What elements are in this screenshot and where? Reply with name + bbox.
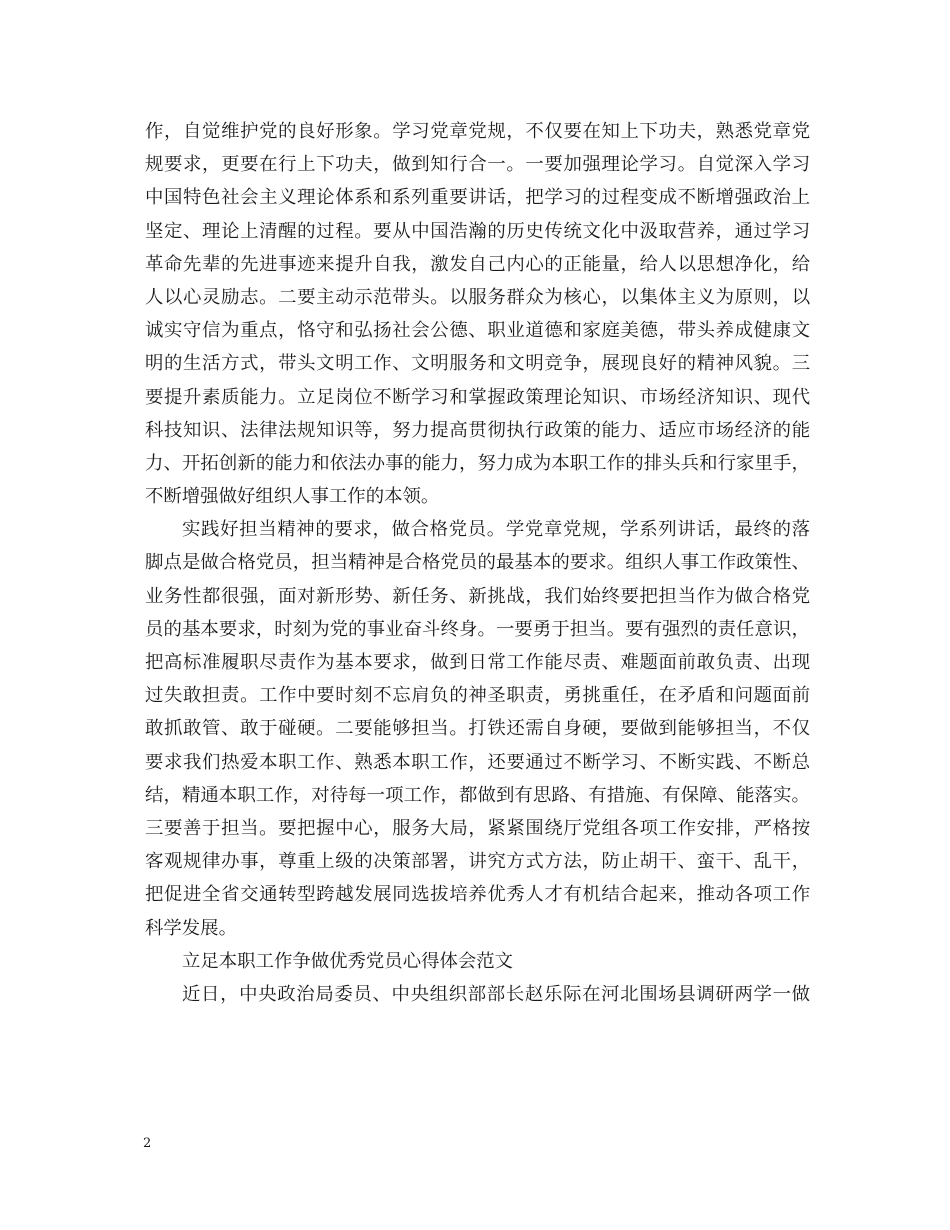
text-line: 客观规律办事，尊重上级的决策部署，讲究方式方法，防止胡干、蛮干、乱干， — [145, 851, 811, 873]
text-line: 不断增强做好组织人事工作的本领。 — [145, 486, 440, 508]
document-body — [145, 116, 810, 1012]
text-line: 要求我们热爱本职工作、熟悉本职工作，还要通过不断学习、不断实践、不断总 — [145, 751, 811, 773]
text-line: 三要善于担当。要把握中心，服务大局，紧紧围绕厅党组各项工作安排，严格按 — [145, 817, 811, 839]
text-line: 规要求，更要在行上下功夫，做到知行合一。一要加强理论学习。自觉深入学习 — [145, 154, 811, 176]
text-line: 脚点是做合格党员，担当精神是合格党员的最基本的要求。组织人事工作政策性、 — [145, 552, 810, 574]
text-line: 力、开拓创新的能力和依法办事的能力，努力成为本职工作的排头兵和行家里手， — [145, 452, 810, 474]
text-line: 员的基本要求，时刻为党的事业奋斗终身。一要勇于担当。要有强烈的责任意识， — [145, 618, 810, 640]
text-line: 诚实守信为重点，恪守和弘扬社会公德、职业道德和家庭美德，带头养成健康文 — [145, 320, 811, 342]
text-line: 实践好担当精神的要求，做合格党员。学党章党规，学系列讲话，最终的落 — [182, 519, 811, 541]
text-line: 结，精通本职工作，对待每一项工作，都做到有思路、有措施、有保障、能落实。 — [145, 784, 810, 806]
text-line: 近日，中央政治局委员、中央组织部部长赵乐际在河北围场县调研两学一做 — [182, 983, 811, 1005]
text-line: 作，自觉维护党的良好形象。学习党章党规，不仅要在知上下功夫，熟悉党章党 — [145, 121, 811, 142]
text-line: 科技知识、法律法规知识等，努力提高贯彻执行政策的能力、适应市场经济的能 — [145, 419, 811, 441]
text-line: 过失敢担责。工作中要时刻不忘肩负的神圣职责，勇挑重任，在矛盾和问题面前 — [145, 685, 811, 707]
page-number: 2 — [143, 1136, 152, 1151]
text-line: 敢抓敢管、敢于碰硬。二要能够担当。打铁还需自身硬，要做到能够担当，不仅 — [145, 718, 811, 740]
text-line: 立足本职工作争做优秀党员心得体会范文 — [182, 950, 514, 972]
text-line: 把促进全省交通转型跨越发展同选拔培养优秀人才有机结合起来，推动各项工作 — [145, 884, 811, 906]
text-line: 坚定、理论上清醒的过程。要从中国浩瀚的历史传统文化中汲取营养，通过学习 — [145, 220, 811, 242]
text-line: 科学发展。 — [145, 917, 237, 939]
text-line: 业务性都很强，面对新形势、新任务、新挑战，我们始终要把担当作为做合格党 — [145, 585, 811, 607]
text-line: 要提升素质能力。立足岗位不断学习和掌握政策理论知识、市场经济知识、现代 — [145, 386, 811, 408]
text-line: 明的生活方式，带头文明工作、文明服务和文明竞争，展现良好的精神风貌。三 — [145, 353, 811, 375]
text-line: 中国特色社会主义理论体系和系列重要讲话，把学习的过程变成不断增强政治上 — [145, 187, 811, 209]
text-line: 人以心灵励志。二要主动示范带头。以服务群众为核心，以集体主义为原则，以 — [145, 286, 811, 308]
text-line: 把高标准履职尽责作为基本要求，做到日常工作能尽责、难题面前敢负责、出现 — [145, 652, 811, 673]
text-line: 革命先辈的先进事迹来提升自我，激发自己内心的正能量，给人以思想净化，给 — [145, 253, 811, 275]
